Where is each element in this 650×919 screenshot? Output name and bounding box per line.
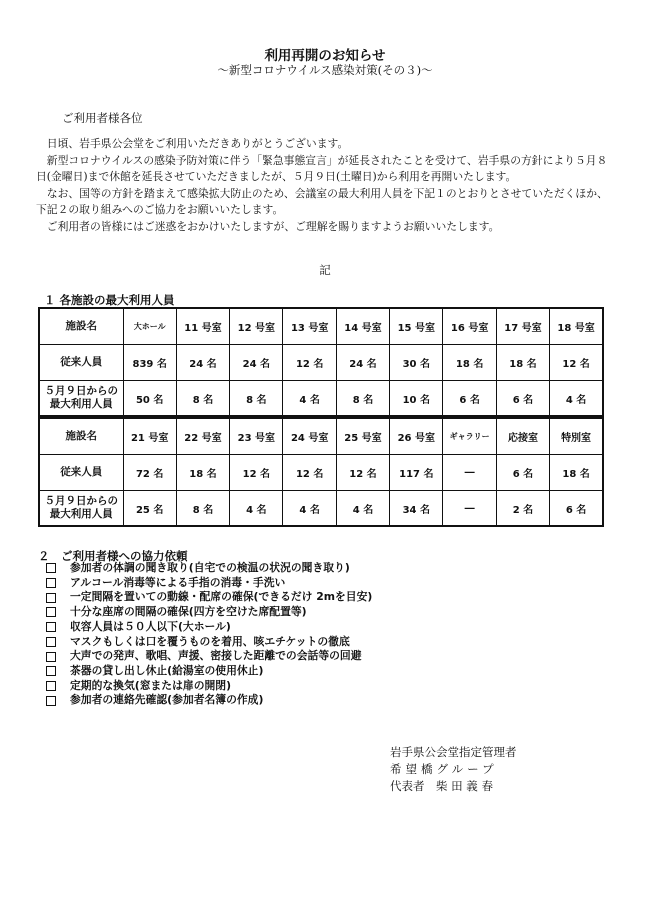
regular-cell: 24 名 xyxy=(336,345,389,381)
facility-cell: 大ホール xyxy=(123,308,176,345)
regular-cell: 12 名 xyxy=(550,345,603,381)
page-title: 利用再開のお知らせ xyxy=(264,48,386,64)
facility-cell: 23 号室 xyxy=(230,418,283,455)
capacity-table-1 xyxy=(38,307,604,417)
max-cell: 2 名 xyxy=(496,491,549,527)
max-header-line1: ５月９日からの xyxy=(44,495,118,507)
regular-cell: 18 名 xyxy=(176,455,229,491)
checkbox-icon xyxy=(46,593,56,603)
checkbox-icon xyxy=(46,578,56,588)
regular-cell: 117 名 xyxy=(390,455,443,491)
regular-cell: 12 名 xyxy=(283,345,336,381)
request-text: 参加者の体調の聞き取り(自宅での検温の状況の聞き取り) xyxy=(70,561,350,574)
paragraph: なお、国等の方針を踏まえて感染拡大防止のため、会議室の最大利用人員を下記１のとおりとさせていただくほか、下記２の取り組みへのご協力をお願いいたします。 xyxy=(36,186,608,216)
max-header xyxy=(39,491,123,527)
request-item xyxy=(46,590,372,605)
max-cell: 50 名 xyxy=(123,381,176,417)
regular-cell: 18 名 xyxy=(550,455,603,491)
request-item xyxy=(46,576,372,591)
facility-header: 施設名 xyxy=(39,308,123,345)
facility-cell: 11 号室 xyxy=(176,308,229,345)
max-cell: 6 名 xyxy=(550,491,603,527)
max-cell: 25 名 xyxy=(123,491,176,527)
regular-cell: 6 名 xyxy=(496,455,549,491)
facility-cell: 特別室 xyxy=(550,418,603,455)
regular-cell: ― xyxy=(443,455,496,491)
facility-header: 施設名 xyxy=(39,418,123,455)
max-header-line2: 最大利用人員 xyxy=(49,398,113,410)
body-text xyxy=(36,136,608,235)
section2-heading: ２ ご利用者様への協力依頼 xyxy=(38,549,188,563)
max-cell: 4 名 xyxy=(283,491,336,527)
checkbox-icon xyxy=(46,563,56,573)
request-text: 一定間隔を置いての動線・配席の確保(できるだけ 2mを目安) xyxy=(70,590,373,604)
regular-cell: 12 名 xyxy=(283,455,336,491)
request-item xyxy=(46,693,372,708)
signature-org: 岩手県公会堂指定管理者 xyxy=(390,745,517,759)
regular-cell: 839 名 xyxy=(123,345,176,381)
request-item xyxy=(46,620,372,635)
capacity-table-2 xyxy=(38,417,604,527)
max-header-line2: 最大利用人員 xyxy=(49,508,113,520)
regular-cell: 12 名 xyxy=(230,455,283,491)
max-cell: 6 名 xyxy=(443,381,496,417)
facility-cell: 13 号室 xyxy=(283,308,336,345)
facility-cell: 応接室 xyxy=(496,418,549,455)
regular-cell: 12 名 xyxy=(336,455,389,491)
facility-row xyxy=(39,308,603,345)
facility-cell: 26 号室 xyxy=(390,418,443,455)
request-list xyxy=(46,561,372,708)
facility-cell: 16 号室 xyxy=(443,308,496,345)
max-cell: 4 名 xyxy=(550,381,603,417)
regular-cell: 18 名 xyxy=(496,345,549,381)
checkbox-icon xyxy=(46,637,56,647)
paragraph: ご利用者の皆様にはご迷惑をおかけいたしますが、ご理解を賜りますようお願いいたします。 xyxy=(46,219,500,233)
regular-row xyxy=(39,345,603,381)
facility-cell: ギャラリー xyxy=(443,418,496,455)
max-header-line1: ５月９日からの xyxy=(44,385,118,397)
request-item xyxy=(46,635,372,650)
facility-cell: 24 号室 xyxy=(283,418,336,455)
page-subtitle: 〜新型コロナウイルス感染対策(その３)〜 xyxy=(217,63,433,77)
regular-cell: 72 名 xyxy=(123,455,176,491)
max-cell: 4 名 xyxy=(336,491,389,527)
checkbox-icon xyxy=(46,696,56,706)
facility-cell: 21 号室 xyxy=(123,418,176,455)
max-cell: 4 名 xyxy=(230,491,283,527)
facility-cell: 14 号室 xyxy=(336,308,389,345)
checkbox-icon xyxy=(46,607,56,617)
facility-cell: 18 号室 xyxy=(550,308,603,345)
request-item xyxy=(46,605,372,620)
paragraph: 新型コロナウイルスの感染予防対策に伴う「緊急事態宣言」が延長されたことを受けて、岩手県の方針により５月８日(金曜日)まで休館を延長させていただきましたが、５月９日(土曜日)から利用を再開いたします。 xyxy=(36,153,608,183)
regular-cell: 24 名 xyxy=(230,345,283,381)
max-cell: ― xyxy=(443,491,496,527)
request-item xyxy=(46,664,372,679)
signature-group: 希望橋グループ xyxy=(390,762,498,776)
request-text: 大声での発声、歌唱、声援、密接した距離での会話等の回避 xyxy=(70,649,362,663)
facility-cell: 17 号室 xyxy=(496,308,549,345)
max-cell: 34 名 xyxy=(390,491,443,527)
request-text: マスクもしくは口を覆うものを着用、咳エチケットの徹底 xyxy=(70,634,350,648)
regular-cell: 30 名 xyxy=(390,345,443,381)
addressee: ご利用者様各位 xyxy=(62,111,143,125)
facility-row xyxy=(39,418,603,455)
request-text: 参加者の連絡先確認(参加者名簿の作成) xyxy=(70,693,264,707)
max-cell: 4 名 xyxy=(283,381,336,417)
request-item xyxy=(46,679,372,694)
regular-header: 従来人員 xyxy=(39,345,123,381)
max-cell: 8 名 xyxy=(230,381,283,417)
signature-representative: 代表者 柴 田 義 春 xyxy=(390,779,493,793)
regular-cell: 18 名 xyxy=(443,345,496,381)
max-cell: 6 名 xyxy=(496,381,549,417)
request-item xyxy=(46,649,372,664)
max-header xyxy=(39,381,123,417)
regular-cell: 24 名 xyxy=(176,345,229,381)
request-text: 茶器の貸し出し休止(給湯室の使用休止) xyxy=(70,663,264,677)
request-item xyxy=(46,561,372,576)
request-text: 定期的な換気(窓または扉の開閉) xyxy=(70,678,232,692)
facility-cell: 22 号室 xyxy=(176,418,229,455)
checkbox-icon xyxy=(46,652,56,662)
max-cell: 8 名 xyxy=(176,491,229,527)
max-row xyxy=(39,491,603,527)
facility-cell: 25 号室 xyxy=(336,418,389,455)
max-cell: 10 名 xyxy=(390,381,443,417)
regular-header: 従来人員 xyxy=(39,455,123,491)
facility-cell: 12 号室 xyxy=(230,308,283,345)
request-text: アルコール消毒等による手指の消毒・手洗い xyxy=(70,575,286,589)
section1-heading: １ 各施設の最大利用人員 xyxy=(44,293,175,307)
max-row xyxy=(39,381,603,417)
facility-cell: 15 号室 xyxy=(390,308,443,345)
max-cell: 8 名 xyxy=(336,381,389,417)
request-text: 十分な座席の間隔の確保(四方を空けた席配置等) xyxy=(70,605,307,619)
checkbox-icon xyxy=(46,681,56,691)
checkbox-icon xyxy=(46,622,56,632)
regular-row xyxy=(39,455,603,491)
max-cell: 8 名 xyxy=(176,381,229,417)
checkbox-icon xyxy=(46,666,56,676)
ki-marker: 記 xyxy=(319,263,331,277)
paragraph: 日頃、岩手県公会堂をご利用いただきありがとうございます。 xyxy=(46,137,349,150)
request-text: 収容人員は５０人以下(大ホール) xyxy=(70,619,231,633)
